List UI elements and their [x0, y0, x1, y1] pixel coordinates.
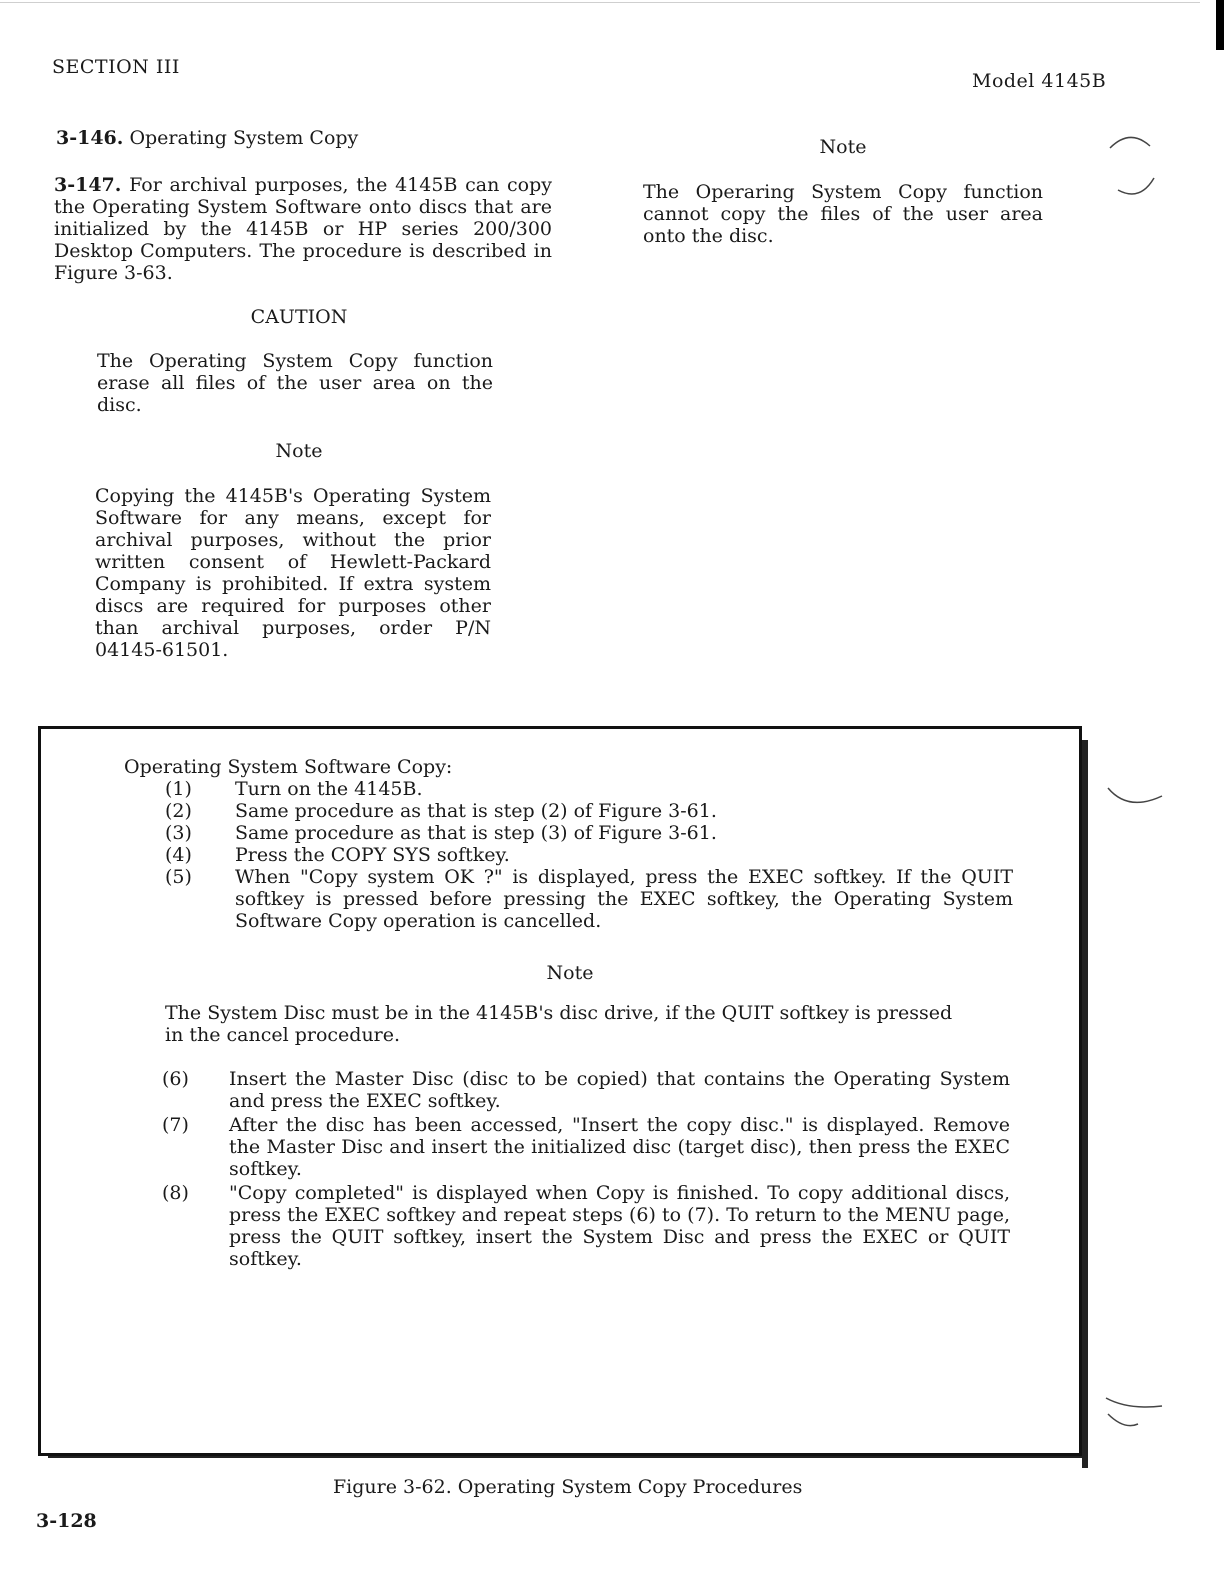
figure-box-shadow: [1082, 740, 1088, 1468]
note-title-right: Note: [819, 136, 867, 158]
binder-hole-mark-icon: [1100, 776, 1170, 816]
binder-hole-mark-icon: [1100, 128, 1160, 208]
heading-number: 3-146.: [56, 127, 124, 149]
model-label: Model 4145B: [972, 70, 1107, 92]
note-title-left: Note: [275, 440, 323, 462]
figure-caption: Figure 3-62. Operating System Copy Procedures: [333, 1476, 803, 1498]
figure-box-shadow-bottom: [48, 1456, 1088, 1468]
paragraph-text: For archival purposes, the 4145B can copy the Operating System Software onto discs that are initialized by the 4145B or HP series 200/300 Desktop Computers. The procedure is described in Figure 3-63.: [54, 174, 553, 284]
list-item: (7) After the disc has been accessed, "Insert the copy disc." is displayed. Remove the Master Disc and insert the initialized disc (target disc), then press the EXEC softkey.: [162, 1114, 1010, 1180]
note-text-right: The Operaring System Copy function cannot copy the files of the user area onto the disc.: [643, 181, 1043, 247]
scan-top-edge: [0, 2, 1200, 3]
list-item: (8) "Copy completed" is displayed when Copy is finished. To copy additional discs, press the EXEC softkey and repeat steps (6) to (7). To return to the MENU page, press the QUIT softkey, insert the System Disc and press the EXEC or QUIT softkey.: [162, 1182, 1010, 1270]
section-heading: [56, 127, 556, 149]
figure-note-title: Note: [546, 962, 594, 984]
list-item: (4) Press the COPY SYS softkey.: [165, 844, 510, 866]
scan-edge-mark: [1216, 0, 1224, 50]
caution-text: The Operating System Copy function erase all files of the user area on the disc.: [97, 350, 493, 416]
list-item: (1) Turn on the 4145B.: [165, 778, 423, 800]
steps-list-b: [162, 1068, 1010, 1270]
section-label: SECTION III: [52, 56, 180, 78]
caution-title: CAUTION: [250, 306, 348, 328]
list-item: (5) When "Copy system OK ?" is displayed, press the EXEC softkey. If the QUIT softkey is pressed before pressing the EXEC softkey, the Operating System Software Copy operation is cancelled.: [165, 866, 1013, 932]
list-item: (2) Same procedure as that is step (2) of Figure 3-61.: [165, 800, 717, 822]
page-number: 3-128: [36, 1510, 97, 1532]
note-text-left: Copying the 4145B's Operating System Software for any means, except for archival purposes, without the prior written consent of Hewlett-Packard Company is prohibited. If extra system discs are required for purposes other than archival purposes, order P/N 04145-61501.: [95, 485, 491, 661]
figure-title: Operating System Software Copy:: [124, 756, 453, 778]
figure-note-text: The System Disc must be in the 4145B's disc drive, if the QUIT softkey is pressed in the cancel procedure.: [165, 1002, 953, 1046]
binder-hole-mark-icon: [1098, 1390, 1168, 1440]
heading-title: Operating System Copy: [129, 127, 359, 149]
list-item: (3) Same procedure as that is step (3) of Figure 3-61.: [165, 822, 717, 844]
intro-paragraph: [54, 174, 552, 284]
list-item: (6) Insert the Master Disc (disc to be copied) that contains the Operating System and press the EXEC softkey.: [162, 1068, 1010, 1112]
steps-list-a: [165, 778, 1013, 932]
paragraph-number: 3-147.: [54, 174, 122, 196]
